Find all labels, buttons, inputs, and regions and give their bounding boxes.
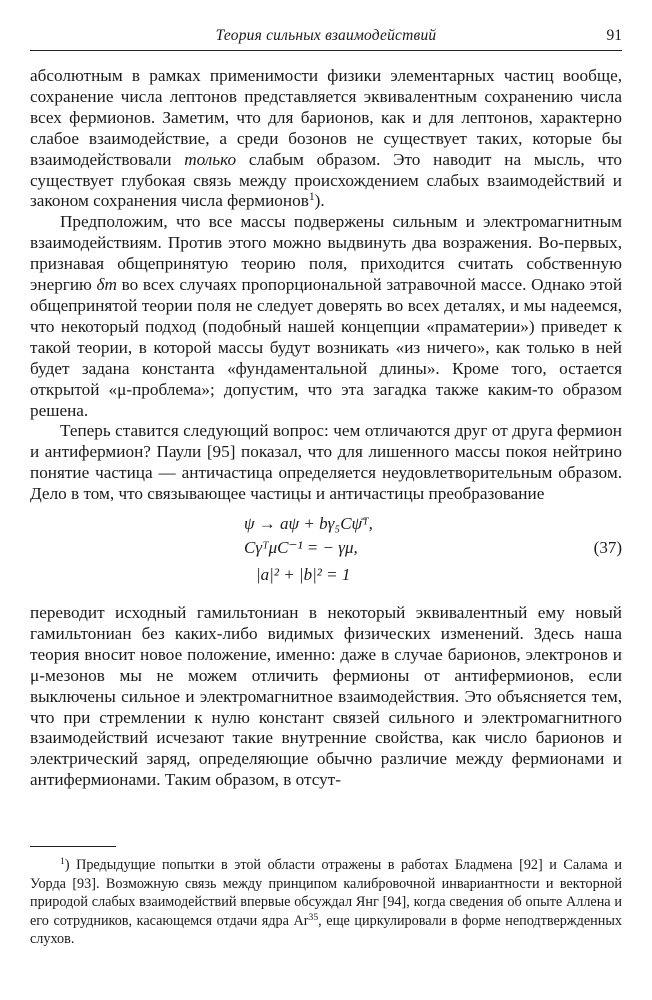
- footnote-text-b: , еще циркулировали в форме неподтвержденных слухов.: [30, 912, 622, 948]
- running-title: Теория сильных взаимодействий: [215, 27, 437, 44]
- paragraph-1-text: абсолютным в рамках применимости физики элементарных частиц вообще, сохранение числа лептонов представляется эквивалентным сохранению числа всех фермионов. Заметим, что для барионов, как и для лептонов, характерно слабое взаимодействие, а среди бозонов не существует таких, которые бы взаимодействовали: [30, 66, 622, 169]
- footnote-divider: [30, 846, 116, 847]
- equation-line-3: |a|² + |b|² = 1: [256, 565, 351, 585]
- paragraph-2: [30, 212, 622, 421]
- paragraph-2-text-b: во всех случаях пропорциональной затравочной массе. Однако этой общепринятой теории поля не следует доверять во всех деталях, и мы надеемся, что некоторый подход (подобный нашей концепции «праматерии») приведет к такой теории, в которой массы будут возникать «из ничего», как только в ней будет задана константа «фундаментальной длины». Кроме того, остается открытой «μ-проблема»; допустим, что эта загадка также каким-то образом решена.: [30, 275, 623, 420]
- paragraph-1-tail: слабым образом. Это наводит на мысль, что существует глубокая связь между происхождением слабых взаимодействий и законом сохранения числа фермионов: [30, 149, 622, 211]
- equation-number: (37): [593, 538, 622, 558]
- page-number: 91: [606, 27, 622, 44]
- footnote-marker: 1: [60, 856, 65, 868]
- equation-line-1: ψ → aψ + bγ₅Cψ̄ᵀ,: [244, 514, 373, 534]
- footnote-ref: 1: [308, 190, 315, 204]
- footnote-text-a: ) Предыдущие попытки в этой области отражены в работах Бладмена [92] и Салама и Уорда [93]. Возможную связь между принципом калибровочной инвариантности и векторной природой слабых взаимодействий впервые обсуждал Янг [94], когда сведения об опыте Аллена и его сотрудников, касающемся отдачи ядра Ar: [30, 857, 622, 929]
- equation-block-37: [30, 511, 622, 591]
- paragraph-1-end: ).: [314, 191, 325, 211]
- emphasis-only: только: [184, 149, 237, 169]
- running-header: [30, 26, 622, 51]
- main-text: [30, 66, 622, 791]
- paragraph-4: переводит исходный гамильтониан в некоторый эквивалентный ему новый гамильтониан без каких-либо видимых физических изменений. Здесь наша теория вносит новое положение, именно: даже в случае барионов, электронов и μ-мезонов мы не можем отличить фермионы от антифермионов, если выключены сильное и электромагнитное взаимодействия. Это объясняется тем, что при стремлении к нулю констант связей сильного и электромагнитного взаимодействий исчезают такие внутренние свойства, как число барионов и электрический заряд, определяющие обычно различие между фермионами и антифермионами. Таким образом, в отсут-: [30, 603, 622, 790]
- footnote: [30, 856, 622, 949]
- footnote-superscript: 35: [308, 911, 319, 923]
- paragraph-1: [30, 66, 622, 212]
- paragraph-2-text-a: Предположим, что все массы подвержены сильным и электромагнитным взаимодействиям. Против этого можно выдвинуть два возражения. Во-первых, признавая общепринятую теорию поля, приходится считать собственную энергию: [30, 212, 622, 295]
- paragraph-3: Теперь ставится следующий вопрос: чем отличаются друг от друга фермион и антифермион? Паули [95] показал, что для лишенного массы покоя нейтрино понятие частица — античастица определяется неудовлетворительным образом. Дело в том, что связывающее частицы и античастицы преобразование: [30, 421, 622, 504]
- delta-m-symbol: δm: [96, 275, 117, 295]
- equation-line-2: CγᵀμC⁻¹ = − γμ,: [244, 538, 358, 558]
